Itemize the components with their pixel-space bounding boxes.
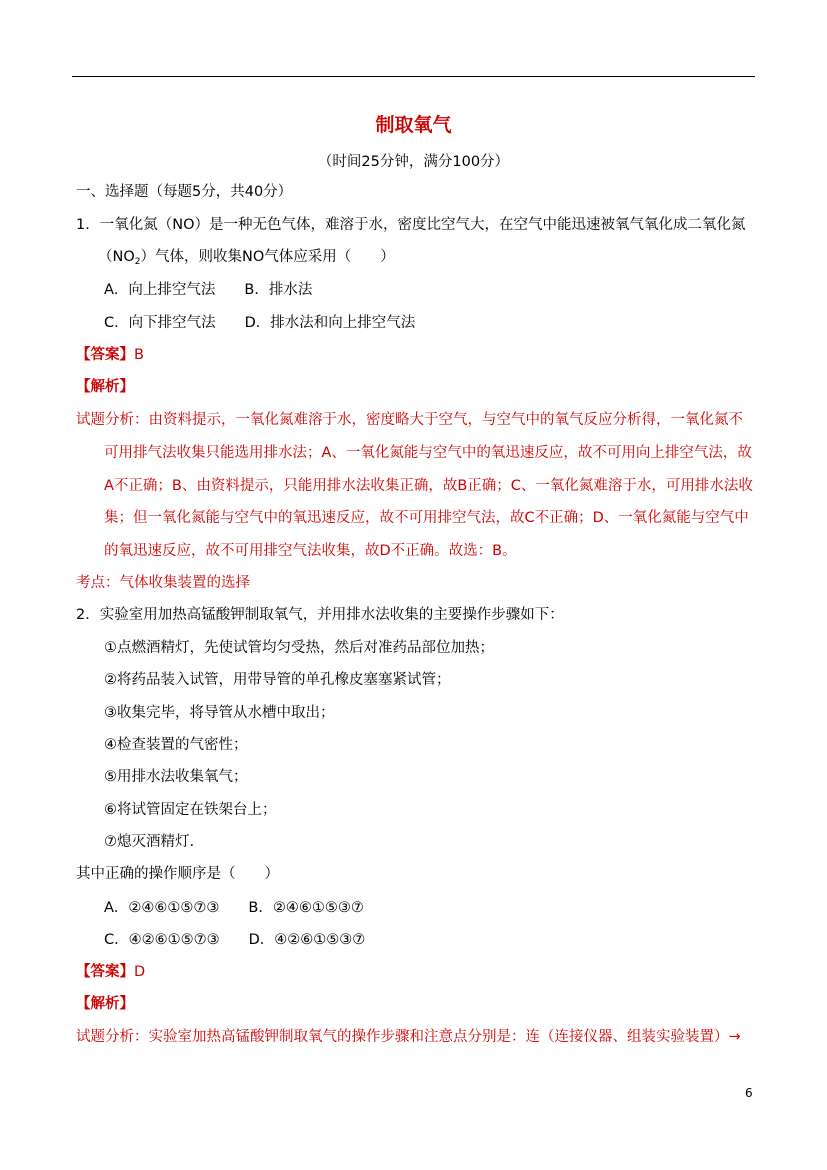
- q2-options-row1: A．②④⑥①⑤⑦③ B．②④⑥①⑤③⑦: [104, 900, 364, 916]
- q2-answer: [76, 962, 145, 982]
- q2-analysis-line: 试题分析：实验室加热高锰酸钾制取氧气的操作步骤和注意点分别是：连（连接仪器、组装实验装置）→: [76, 1029, 741, 1045]
- section-header: 一、选择题（每题5分，共40分）: [76, 184, 293, 200]
- q2-step: ①点燃酒精灯，先使试管均匀受热，然后对准药品部位加热；: [104, 640, 494, 656]
- q2-step: ②将药品装入试管，用带导管的单孔橡皮塞塞紧试管；: [104, 672, 451, 688]
- page-title: 制取氧气: [375, 114, 452, 136]
- q2-step: ⑥将试管固定在铁架台上；: [104, 802, 277, 818]
- q2-options-row2: C．④②⑥①⑤⑦③ D．④②⑥①⑤③⑦: [104, 932, 366, 948]
- q1-analysis-line: 试题分析：由资料提示，一氧化氮难溶于水，密度略大于空气，与空气中的氧气反应分析得，一氧化氮不: [76, 412, 743, 428]
- q1-answer: [76, 345, 144, 365]
- q2-analysis-label: 【解析】: [76, 996, 134, 1012]
- q2-question: 其中正确的操作顺序是（ ）: [76, 866, 279, 882]
- q1-analysis-label: 【解析】: [76, 379, 134, 395]
- q1-analysis-line: 集；但一氧化氮能与空气中的氧迅速反应，故不可用排空气法，故C不正确；D、一氧化氮能与空气中: [104, 510, 749, 526]
- header-rule: [72, 76, 755, 77]
- q1-analysis-line: 可用排气法收集只能选用排水法；A、一氧化氮能与空气中的氧迅速反应，故不可用向上排空气法，故: [104, 445, 752, 461]
- q2-step: ④检查装置的气密性；: [104, 737, 248, 753]
- q1-options-row2: C．向下排空气法 D．排水法和向上排空气法: [104, 315, 416, 331]
- q1-analysis-line: A不正确；B、由资料提示，只能用排水法收集正确，故B正确；C、一氧化氮难溶于水，可用排水法收: [104, 478, 753, 494]
- q2-step: ③收集完毕，将导管从水槽中取出；: [104, 705, 335, 721]
- answer-label: 【答案】: [76, 964, 134, 980]
- q2-step: ⑤用排水法收集氧气；: [104, 769, 248, 785]
- q1-options-row1: A．向上排空气法 B．排水法: [104, 282, 313, 298]
- q1-analysis-line: 的氧迅速反应，故不可用排空气法收集，故D不正确。故选：B。: [104, 543, 517, 559]
- q2-step: ⑦熄灭酒精灯.: [104, 834, 195, 850]
- q1-kaodian: 考点：气体收集装置的选择: [76, 575, 250, 591]
- answer-value: D: [134, 964, 146, 980]
- q1-stem-line1: 1．一氧化氮（NO）是一种无色气体，难溶于水，密度比空气大，在空气中能迅速被氧气氧化成二氧化氮: [76, 217, 746, 233]
- q2-stem: 2．实验室用加热高锰酸钾制取氧气，并用排水法收集的主要操作步骤如下：: [76, 607, 564, 623]
- page-subtitle: （时间25分钟，满分100分）: [317, 154, 510, 170]
- answer-value: B: [134, 347, 144, 363]
- answer-label: 【答案】: [76, 347, 134, 363]
- q1-stem-line2: $(NO_2)$气体，则收集NO气体应采用（ ）: [98, 249, 395, 267]
- page-number: 6: [745, 1086, 753, 1100]
